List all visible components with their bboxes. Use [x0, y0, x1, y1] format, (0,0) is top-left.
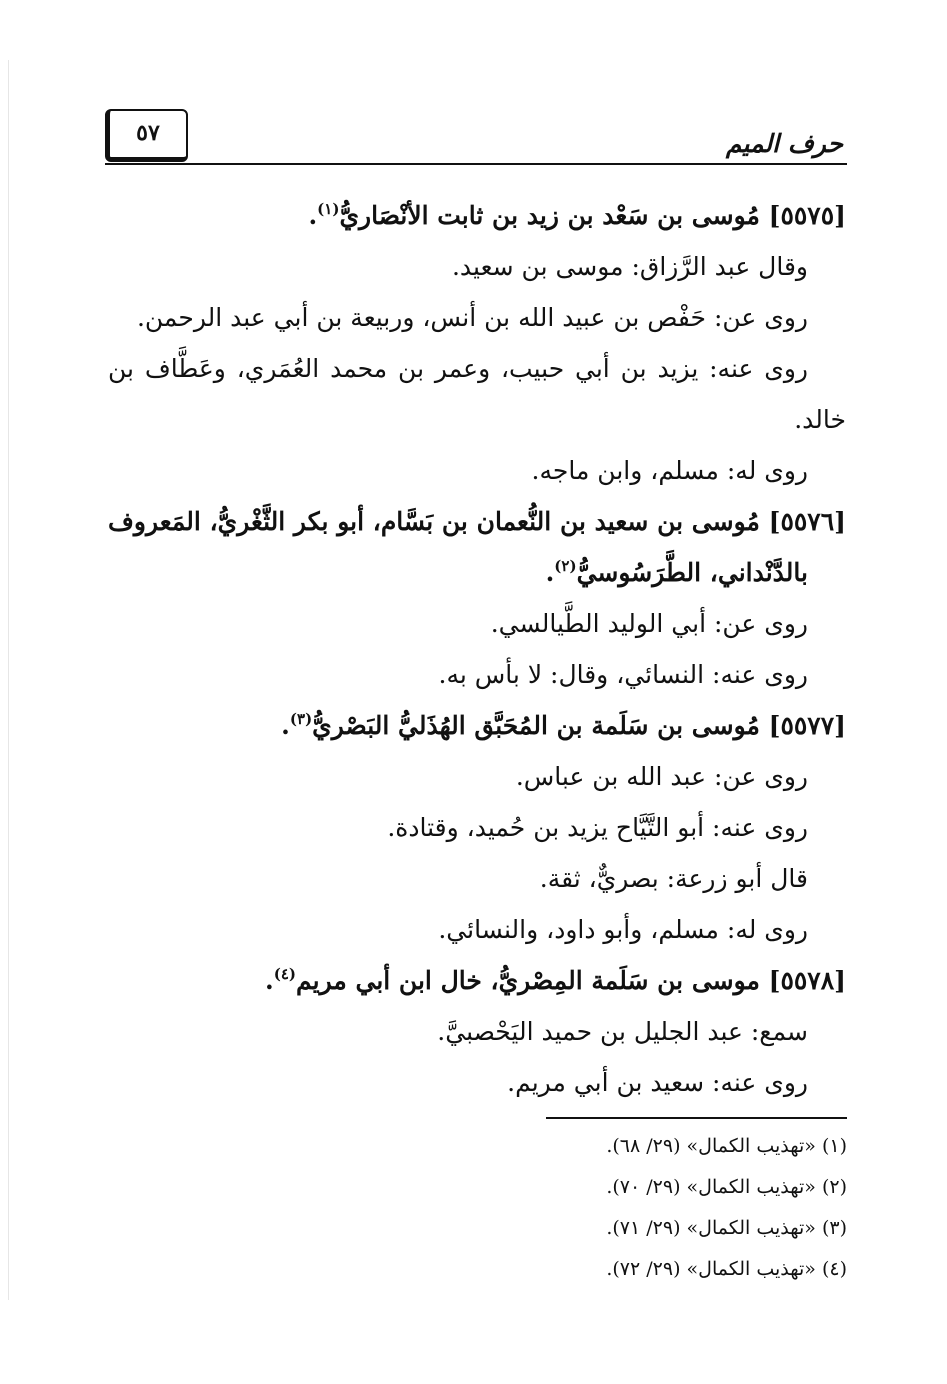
line-text: روى عن: أبي الوليد الطَّيالسي. [490, 609, 808, 638]
text-line [108, 445, 846, 496]
footnote-ref: (٤) [273, 965, 296, 983]
text-line [108, 394, 846, 445]
line-text: وقال عبد الرَّزاق: موسى بن سعيد. [451, 252, 808, 281]
text-line [108, 802, 846, 853]
entry-heading [108, 496, 846, 547]
footnotes [447, 1126, 847, 1290]
text-line [108, 241, 846, 292]
text-line [108, 751, 846, 802]
line-text: روى عنه: سعيد بن أبي مريم. [507, 1068, 808, 1097]
line-text: روى له: مسلم، وأبو داود، والنسائي. [438, 915, 808, 944]
line-text: سمع: عبد الجليل بن حميد اليَحْصبيَّ. [437, 1017, 808, 1046]
footnote-ref: (٣) [289, 710, 313, 728]
line-end-punctuation: . [265, 966, 274, 995]
line-text: روى عن: عبد الله بن عباس. [515, 762, 808, 791]
footnote: (٤) «تهذيب الكمال» (٢٩/ ٧٢). [606, 1258, 847, 1280]
body-text [108, 190, 846, 1108]
footnote-separator [546, 1117, 847, 1119]
scan-margin-line [8, 60, 9, 1300]
footnote: (١) «تهذيب الكمال» (٢٩/ ٦٨). [606, 1135, 847, 1157]
line-text: روى عنه: يزيد بن أبي حبيب، وعمر بن محمد العُمَري، وعَطَّاف بن [108, 354, 808, 383]
footnote: (٣) «تهذيب الكمال» (٢٩/ ٧١). [606, 1217, 847, 1239]
page-number: ٥٧ [136, 120, 160, 146]
page-number-box [105, 109, 188, 162]
text-line [108, 853, 846, 904]
line-text: قال أبو زرعة: بصريٌّ، ثقة. [539, 864, 808, 893]
entry-heading [108, 190, 846, 241]
text-line [108, 1006, 846, 1057]
entry-heading [108, 547, 846, 598]
text-line [108, 904, 846, 955]
footnote-ref: (٢) [554, 557, 577, 575]
text-line [108, 598, 846, 649]
entry-heading [108, 700, 846, 751]
text-line [108, 1057, 846, 1108]
line-text: خالد. [794, 405, 846, 434]
text-line [108, 649, 846, 700]
line-end-punctuation: . [545, 558, 555, 587]
text-line [108, 292, 846, 343]
page-header [105, 105, 847, 167]
footnote: (٢) «تهذيب الكمال» (٢٩/ ٧٠). [606, 1176, 847, 1198]
line-text: روى عن: حَفْص بن عبيد الله بن أنس، وربيعة بن أبي عبد الرحمن. [136, 303, 808, 332]
line-end-punctuation: . [308, 201, 318, 230]
header-rule [105, 163, 847, 165]
line-text: [٥٥٧٦] مُوسى بن سعيد بن النُّعمان بن بَسَّام، أبو بكر الثَّغْريُّ، المَعروف [108, 507, 846, 536]
footnote-ref: (١) [317, 200, 340, 218]
line-text: روى له: مسلم، وابن ماجه. [531, 456, 808, 485]
line-text: بالدَّنْداني، الطَّرَسُوسيُّ [576, 558, 808, 587]
line-text: روى عنه: أبو التَّيَّاح يزيد بن حُميد، وقتادة. [387, 813, 808, 842]
running-title: حرف الميم [725, 129, 843, 158]
line-text: روى عنه: النسائي، وقال: لا بأس به. [438, 660, 808, 689]
text-line [108, 343, 846, 394]
line-text: [٥٥٧٥] مُوسى بن سَعْد بن زيد بن ثابت الأنْصَاريُّ [339, 201, 846, 230]
entry-heading [108, 955, 846, 1006]
line-end-punctuation: . [281, 711, 290, 740]
line-text: [٥٥٧٧] مُوسى بن سَلَمة بن المُحَبَّق الهُذَليُّ البَصْريُّ [312, 711, 846, 740]
line-text: [٥٥٧٨] موسى بن سَلَمة المِصْريُّ، خال ابن أبي مريم [296, 966, 846, 995]
